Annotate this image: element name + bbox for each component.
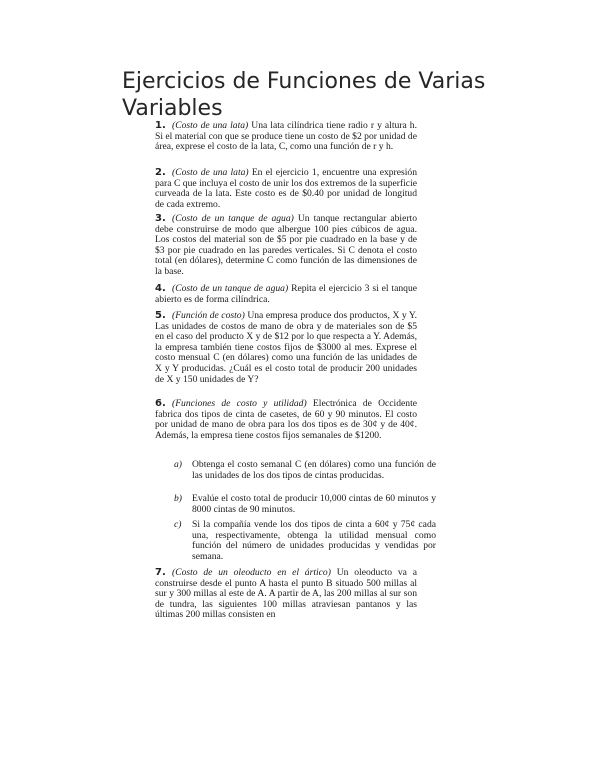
exercise-6-part-c [174, 520, 436, 562]
exercise-text: Electrónica de Occidente fabrica dos tipos de cinta de casetes, de 60 y 90 minutos. El costo por unidad de mano de obra para los dos tipos es de 30¢ y de 40¢. Además, la empresa tiene costos fijos semanales de $1200. [155, 398, 417, 441]
exercise-4 [155, 284, 417, 305]
exercise-5 [155, 311, 417, 385]
exercise-6 [155, 399, 417, 441]
exercise-heading: (Función de costo) [172, 310, 245, 321]
exercise-number: 7. [155, 567, 166, 578]
exercise-heading: (Costo de un tanque de agua) [172, 283, 289, 294]
exercise-text: Un tanque rectangular abierto debe construirse de modo que albergue 100 pies cúbicos de agua. Los costos del material son de $5 por pie cuadrado en la base y de $3 por pie cuadrado en las paredes verticales. Si C denota el costo total (en dólares), determine C como función de las dimensiones de la base. [155, 213, 417, 277]
exercise-heading: (Costo de un tanque de agua) [172, 213, 294, 224]
exercise-heading: (Costo de una lata) [172, 120, 249, 131]
part-text: Evalúe el costo total de producir 10,000 cintas de 60 minutos y 8000 cintas de 90 minutos. [192, 493, 436, 515]
exercise-number: 3. [155, 213, 166, 224]
exercise-text: Repita el ejercicio 3 si el tanque abierto es de forma cilíndrica. [155, 283, 417, 305]
part-text: Obtenga el costo semanal C (en dólares) como una función de las unidades de los dos tipos de cintas producidas. [192, 459, 436, 481]
exercise-6-part-b [174, 494, 436, 515]
exercise-heading: (Costo de un oleoducto en el ártico) [172, 567, 331, 578]
exercise-6-part-a [174, 460, 436, 481]
exercise-text: Una lata cilíndrica tiene radio r y altura h. Si el material con que se produce tiene un costo de $2 por unidad de área, exprese el costo de la lata, C, como una función de r y h. [155, 120, 417, 153]
exercise-3 [155, 214, 417, 278]
exercise-1 [155, 121, 417, 153]
exercise-heading: (Funciones de costo y utilidad) [172, 398, 307, 409]
exercise-number: 5. [155, 310, 166, 321]
exercise-number: 4. [155, 283, 166, 294]
exercise-number: 1. [155, 120, 166, 131]
exercise-2 [155, 168, 417, 210]
exercise-text: Una empresa produce dos productos, X y Y. Las unidades de costos de mano de obra y de materiales son de $5 en el caso del producto X y de $12 por lo que respecta a Y. Además, la empresa también tiene costos fijos de $3000 al mes. Exprese el costo mensual C (en dólares) como una función de las unidades de X y Y producidas. ¿Cuál es el costo total de producir 200 unidades de X y 150 unidades de Y? [155, 310, 417, 385]
exercise-text: En el ejercicio 1, encuentre una expresión para C que incluya el costo de unir los dos extremos de la superficie curveada de la lata. Este costo es de $0.40 por unidad de longitud de cada extremo. [155, 167, 417, 210]
exercise-heading: (Costo de una lata) [172, 167, 249, 178]
part-label: a) [174, 459, 182, 470]
part-label: b) [174, 493, 182, 504]
exercise-7 [155, 568, 417, 621]
part-label: c) [174, 519, 182, 530]
exercise-number: 2. [155, 167, 166, 178]
part-text: Si la compañía vende los dos tipos de cinta a 60¢ y 75¢ cada una, respectivamente, obtenga la utilidad mensual como función del número de unidades producidas y vendidas por semana. [192, 519, 436, 562]
exercise-text: Un oleoducto va a construirse desde el punto A hasta el punto B situado 500 millas al sur y 300 millas al este de A. A partir de A, las 200 millas al sur son de tundra, las siguientes 100 millas atraviesan pantanos y las últimas 200 millas consisten en [155, 567, 417, 621]
page-title: Ejercicios de Funciones de Varias Variables [122, 69, 486, 121]
exercise-number: 6. [155, 398, 166, 409]
